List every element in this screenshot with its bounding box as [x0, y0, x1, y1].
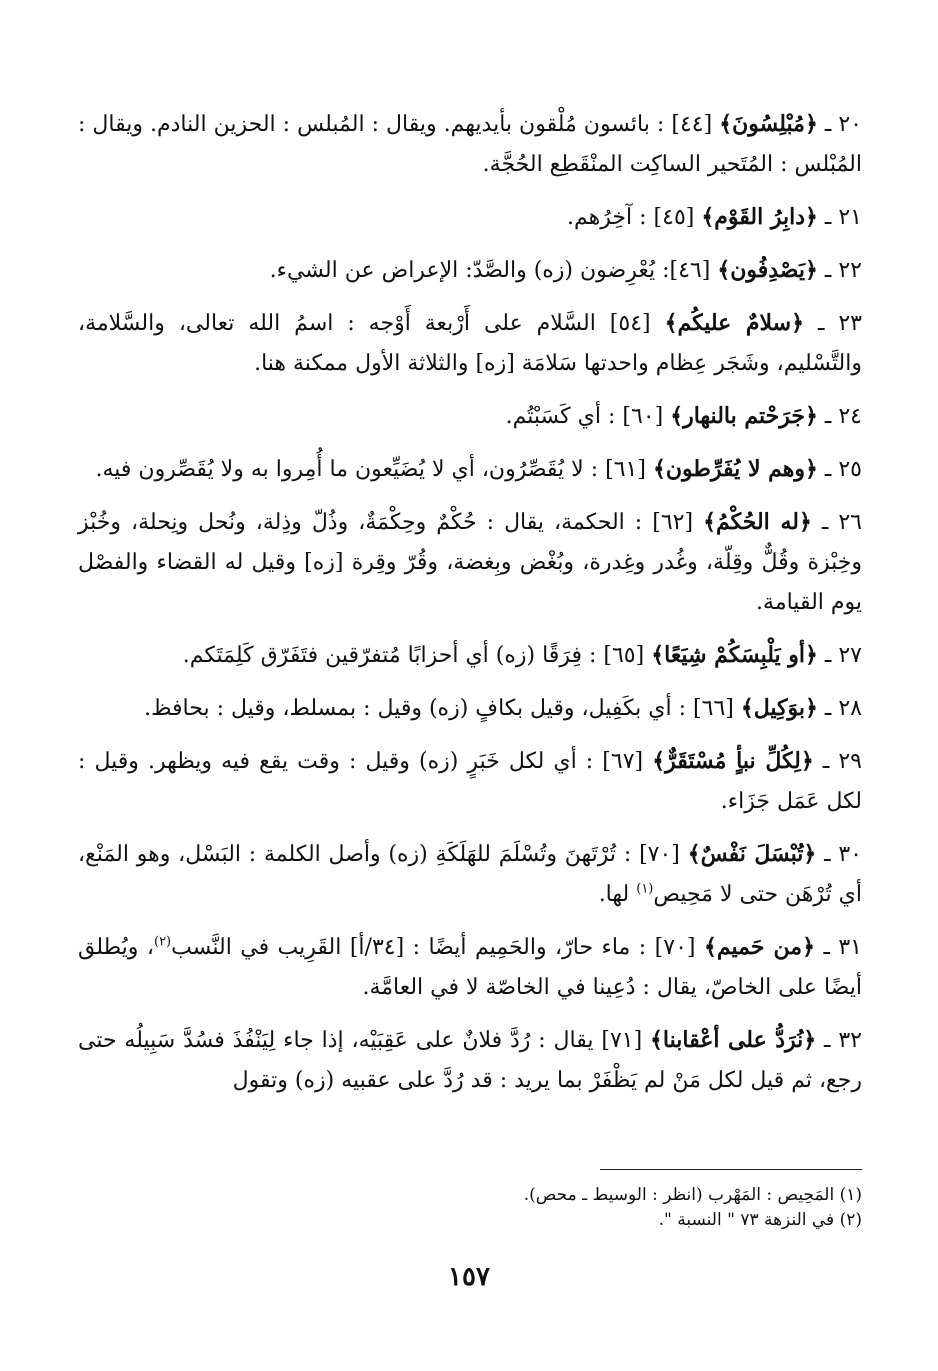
entry-number: ٢٢ ـ: [824, 258, 862, 283]
footnotes: [78, 1183, 862, 1233]
quran-term: ﴿نُرَدُّ على أعْقابنا﴾: [650, 1027, 817, 1053]
verse-reference: [٦٦]: [693, 696, 734, 721]
entry-number: ٢٦ ـ: [821, 510, 862, 535]
entry-text: يُعْرِضون (زه) والصَّدّ: الإعراض عن الشيء.: [269, 258, 656, 283]
entry-text: : أي لكل خَبَرٍ (زه) وقيل : وقت يقع فيه ويظهر. وقيل : لكل عَمَل جَزَاء.: [78, 749, 862, 814]
verse-reference: [٥٤]: [609, 311, 651, 336]
entry-25: [78, 449, 862, 490]
entry-text: : بائسون مُلْقون بأيديهم. ويقال : المُبلس : الحزين النادم. ويقال : المُبْلس : المُتَحير الساكِت المنْقَطِع الحُجَّة.: [78, 112, 862, 177]
entry-31: [78, 927, 862, 1008]
entry-text: : تُرْتَهنَ وتُسْلَمَ للهَلَكَةِ (زه) وأصل الكلمة : البَسْل، وهو المَنْع، أي تُرْهَن حتى لا مَحِيص: [78, 842, 862, 907]
entry-32: [78, 1020, 862, 1101]
verse-reference: [٦١]: [605, 457, 646, 482]
entry-text: : لا يُقَصِّرُون، أي لا يُضَيِّعون ما أُمِروا به ولا يُقَصِّرون فيه.: [95, 457, 599, 482]
entry-text-continued: لها.: [598, 882, 637, 907]
verse-reference: [٤٦]:: [662, 258, 711, 283]
footnote-2: (٢) في النزهة ٧٣ " النسبة ".: [658, 1210, 862, 1230]
entry-30: [78, 834, 862, 915]
entry-number: ٢٤ ـ: [824, 404, 862, 429]
quran-term: ﴿وهم لا يُفَرِّطون﴾: [652, 456, 818, 482]
entry-number: ٢١ ـ: [824, 205, 862, 230]
entry-number: ٢٥ ـ: [824, 457, 862, 482]
entry-number: ٣٢ ـ: [824, 1028, 862, 1053]
entry-22: [78, 250, 862, 291]
entry-text: : فِرَقًا (زه) أي أحزابًا مُتفرّقين فتَفَرّق كَلِمَتَكم.: [182, 643, 597, 668]
quran-term: ﴿بوَكِيل﴾: [740, 695, 818, 721]
page-number: ١٥٧: [448, 1262, 490, 1292]
quran-term: ﴿مُبْلِسُونَ﴾: [719, 111, 818, 137]
quran-term: ﴿له الحُكْمُ﴾: [703, 509, 812, 535]
entry-21: [78, 197, 862, 238]
entry-number: ٢٧ ـ: [824, 643, 862, 668]
entry-20: [78, 104, 862, 185]
verse-reference: [٧١]: [601, 1028, 643, 1053]
entry-text: : آخِرُهم.: [567, 205, 647, 230]
entry-text: : ماء حارّ، والحَمِيم أيضًا : [٣٤/أ] القَرِيب في النَّسب: [171, 935, 647, 960]
entry-27: [78, 635, 862, 676]
entry-number: ٣٠ ـ: [824, 842, 862, 867]
entry-text-continued: ، ويُطلق أيضًا على الخاصّ، يقال : دُعِينا في الخاصّة لا في العامَّة.: [78, 935, 862, 1000]
entry-number: ٢٨ ـ: [824, 696, 862, 721]
entry-text: : الحكمة، يقال : حُكْمٌ وحِكْمَةٌ، وذُلّ وذِلة، ونُحل ونِحلة، وخُبْز وخِبْزة وقُلٌّ وقِلّة، وغُدر وغِدرة، وبُغْض وبِغضة، وقُرّ وقِرة [زه] وقيل له القضاء والفصْل يوم القيامة.: [78, 510, 862, 615]
entry-28: [78, 688, 862, 729]
verse-reference: [٧٠]: [639, 842, 680, 867]
verse-reference: [٧٠]: [654, 935, 696, 960]
quran-term: ﴿أو يَلْبِسَكُمْ شِيَعًا﴾: [651, 642, 818, 668]
footnote-marker[interactable]: (٢): [153, 934, 172, 950]
entry-number: ٣١ ـ: [823, 935, 862, 960]
entry-text: السَّلام على أَرْبعة أَوْجه : اسمُ الله تعالى، والسَّلامة، والتَّسْليم، وشَجَر عِظام واحدتها سَلامَة [زه] والثلاثة الأول ممكنة هنا.: [78, 311, 862, 376]
verse-reference: [٦٥]: [603, 643, 645, 668]
entry-number: ٢٩ ـ: [822, 749, 862, 774]
verse-reference: [٤٥]: [653, 205, 695, 230]
entry-text: : أي كَسَبْتُم.: [505, 404, 616, 429]
entry-26: [78, 502, 862, 623]
quran-term: ﴿يَصْدِفُون﴾: [717, 257, 818, 283]
quran-term: ﴿دابِرُ القَوْم﴾: [701, 204, 818, 230]
verse-reference: [٦٠]: [622, 404, 664, 429]
footnote-marker[interactable]: (١): [636, 881, 654, 897]
footnote-1: (١) المَحِيص : المَهْرب (انظر : الوسيط ـ محص).: [523, 1185, 862, 1205]
verse-reference: [٦٧]: [602, 749, 644, 774]
quran-term: ﴿لِكُلِّ نبأٍ مُسْتَقَرٌّ﴾: [652, 748, 814, 774]
quran-term: ﴿من حَميم﴾: [703, 934, 815, 960]
entry-24: [78, 396, 862, 437]
entry-text: : أي بكَفِيل، وقيل بكافٍ (زه) وقيل : بمسلط، وقيل : بحافظ.: [144, 696, 687, 721]
entry-number: ٢٠ ـ: [824, 112, 862, 137]
quran-term: ﴿تُبْسَلَ نَفْسٌ﴾: [687, 841, 817, 867]
entry-29: [78, 741, 862, 822]
entry-23: [78, 303, 862, 384]
page-body: [78, 104, 862, 1113]
footnote-divider: [600, 1169, 862, 1170]
verse-reference: [٤٤]: [671, 112, 713, 137]
entry-number: ٢٣ ـ: [817, 311, 862, 336]
quran-term: ﴿سلامٌ عليكُم﴾: [664, 310, 804, 336]
entry-text: يقال : رُدَّ فلانٌ على عَقِبَيْه، إذا جاء لِيَنْفُذَ فسُدَّ سَبِيلُه حتى رجع، ثم قيل لكل مَنْ لم يَظْفَرْ بما يريد : قد رُدَّ على عقبيه (زه) وتقول: [78, 1028, 862, 1093]
verse-reference: [٦٢]: [652, 510, 694, 535]
quran-term: ﴿جَرَحْتم بالنهار﴾: [670, 403, 818, 429]
